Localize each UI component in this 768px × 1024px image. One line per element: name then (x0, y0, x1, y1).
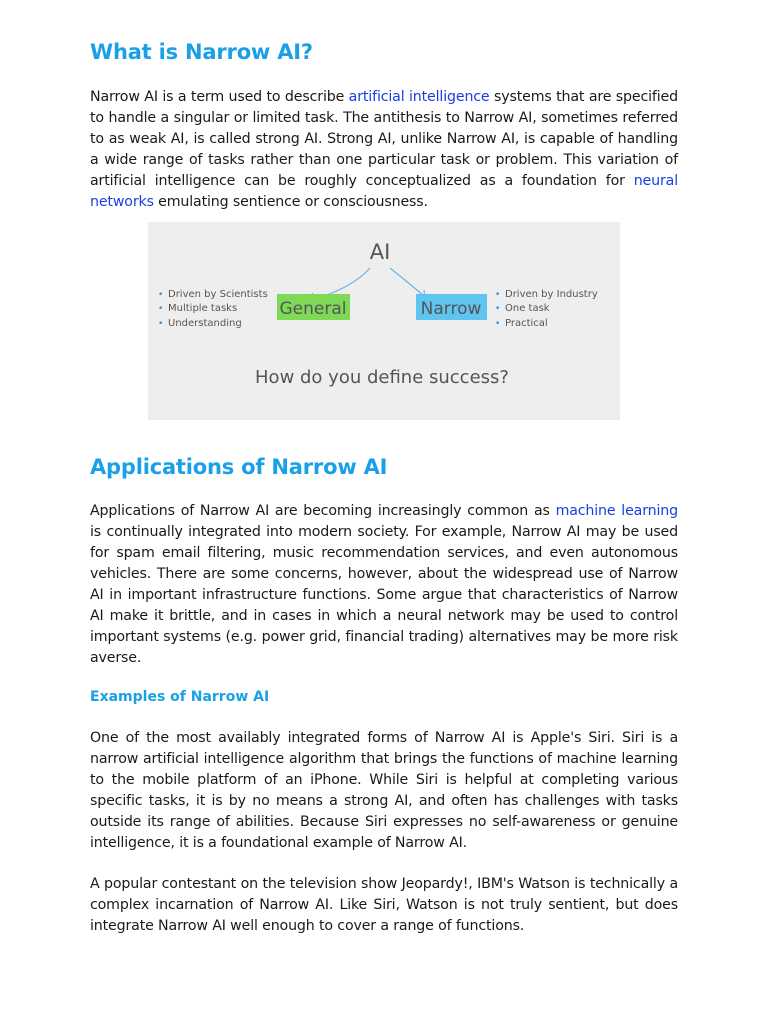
text-run: is continually integrated into modern society. For example, Narrow AI may be used for spam email filtering, music recommendation services, and even autonomous vehicles. There are some concerns, however, about the widespread use of Narrow AI in important infrastructure functions. Some argue that characteristics of Narrow AI make it brittle, and in cases in which a neural network may be used to control important systems (e.g. power grid, financial trading) alternatives may be more risk averse. (90, 524, 678, 666)
heading-applications: Applications of Narrow AI (90, 455, 388, 479)
link-neural-networks[interactable]: neural networks (90, 173, 678, 210)
bullet-dot: • (495, 304, 501, 314)
right-bullet: Driven by Industry (505, 289, 598, 300)
diagram-question: How do you define success? (255, 367, 509, 388)
branch-line-narrow (390, 268, 424, 296)
text-run: emulating sentience or consciousness. (153, 194, 428, 210)
right-bullet: Practical (505, 318, 548, 329)
bullet-dot: • (495, 319, 501, 329)
heading-what-is-narrow-ai: What is Narrow AI? (90, 40, 313, 64)
applications-paragraph (90, 501, 678, 669)
text-run: Narrow AI is a term used to describe (90, 89, 349, 105)
link-machine-learning[interactable]: machine learning (555, 503, 678, 519)
ai-diagram-figure (148, 222, 620, 420)
examples-paragraph-siri: One of the most availably integrated forms of Narrow AI is Apple's Siri. Siri is a narrow artificial intelligence algorithm that brings the functions of machine learning to the mobile platform of an iPhone. While Siri is helpful at completing various specific tasks, it is by no means a strong AI, and often has challenges with tasks outside its range of abilities. Because Siri expresses no self-awareness or genuine intelligence, it is a foundational example of Narrow AI. (90, 730, 678, 851)
bullet-dot: • (158, 290, 164, 300)
intro-paragraph (90, 87, 678, 213)
left-bullet-list (158, 289, 268, 329)
left-bullet: Multiple tasks (168, 303, 238, 314)
examples-paragraph-watson: A popular contestant on the television show Jeopardy!, IBM's Watson is technically a complex incarnation of Narrow AI. Like Siri, Watson is not truly sentient, but does integrate Narrow AI well enough to cover a range of functions. (90, 876, 678, 934)
bullet-dot: • (158, 304, 164, 314)
text-run: Applications of Narrow AI are becoming increasingly common as (90, 503, 556, 519)
heading-examples: Examples of Narrow AI (90, 689, 270, 705)
narrow-label: Narrow (420, 299, 482, 319)
ai-diagram (148, 222, 620, 420)
bullet-dot: • (495, 290, 501, 300)
text-run: systems that are specified to handle a singular or limited task. The antithesis to Narrow AI, sometimes referred to as weak AI, is called strong AI. Strong AI, unlike Narrow AI, is capable of handling a wide range of tasks rather than one particular task or problem. This variation of artificial intelligence can be roughly conceptualized as a foundation for (90, 89, 678, 189)
right-bullet-list (495, 289, 598, 329)
left-bullet: Understanding (168, 318, 242, 329)
right-bullet: One task (505, 303, 550, 314)
general-label: General (279, 299, 347, 319)
link-artificial-intelligence[interactable]: artificial intelligence (348, 89, 490, 105)
branch-line-general (318, 268, 370, 298)
bullet-dot: • (158, 319, 164, 329)
diagram-ai-label: AI (369, 240, 391, 264)
left-bullet: Driven by Scientists (168, 289, 268, 300)
